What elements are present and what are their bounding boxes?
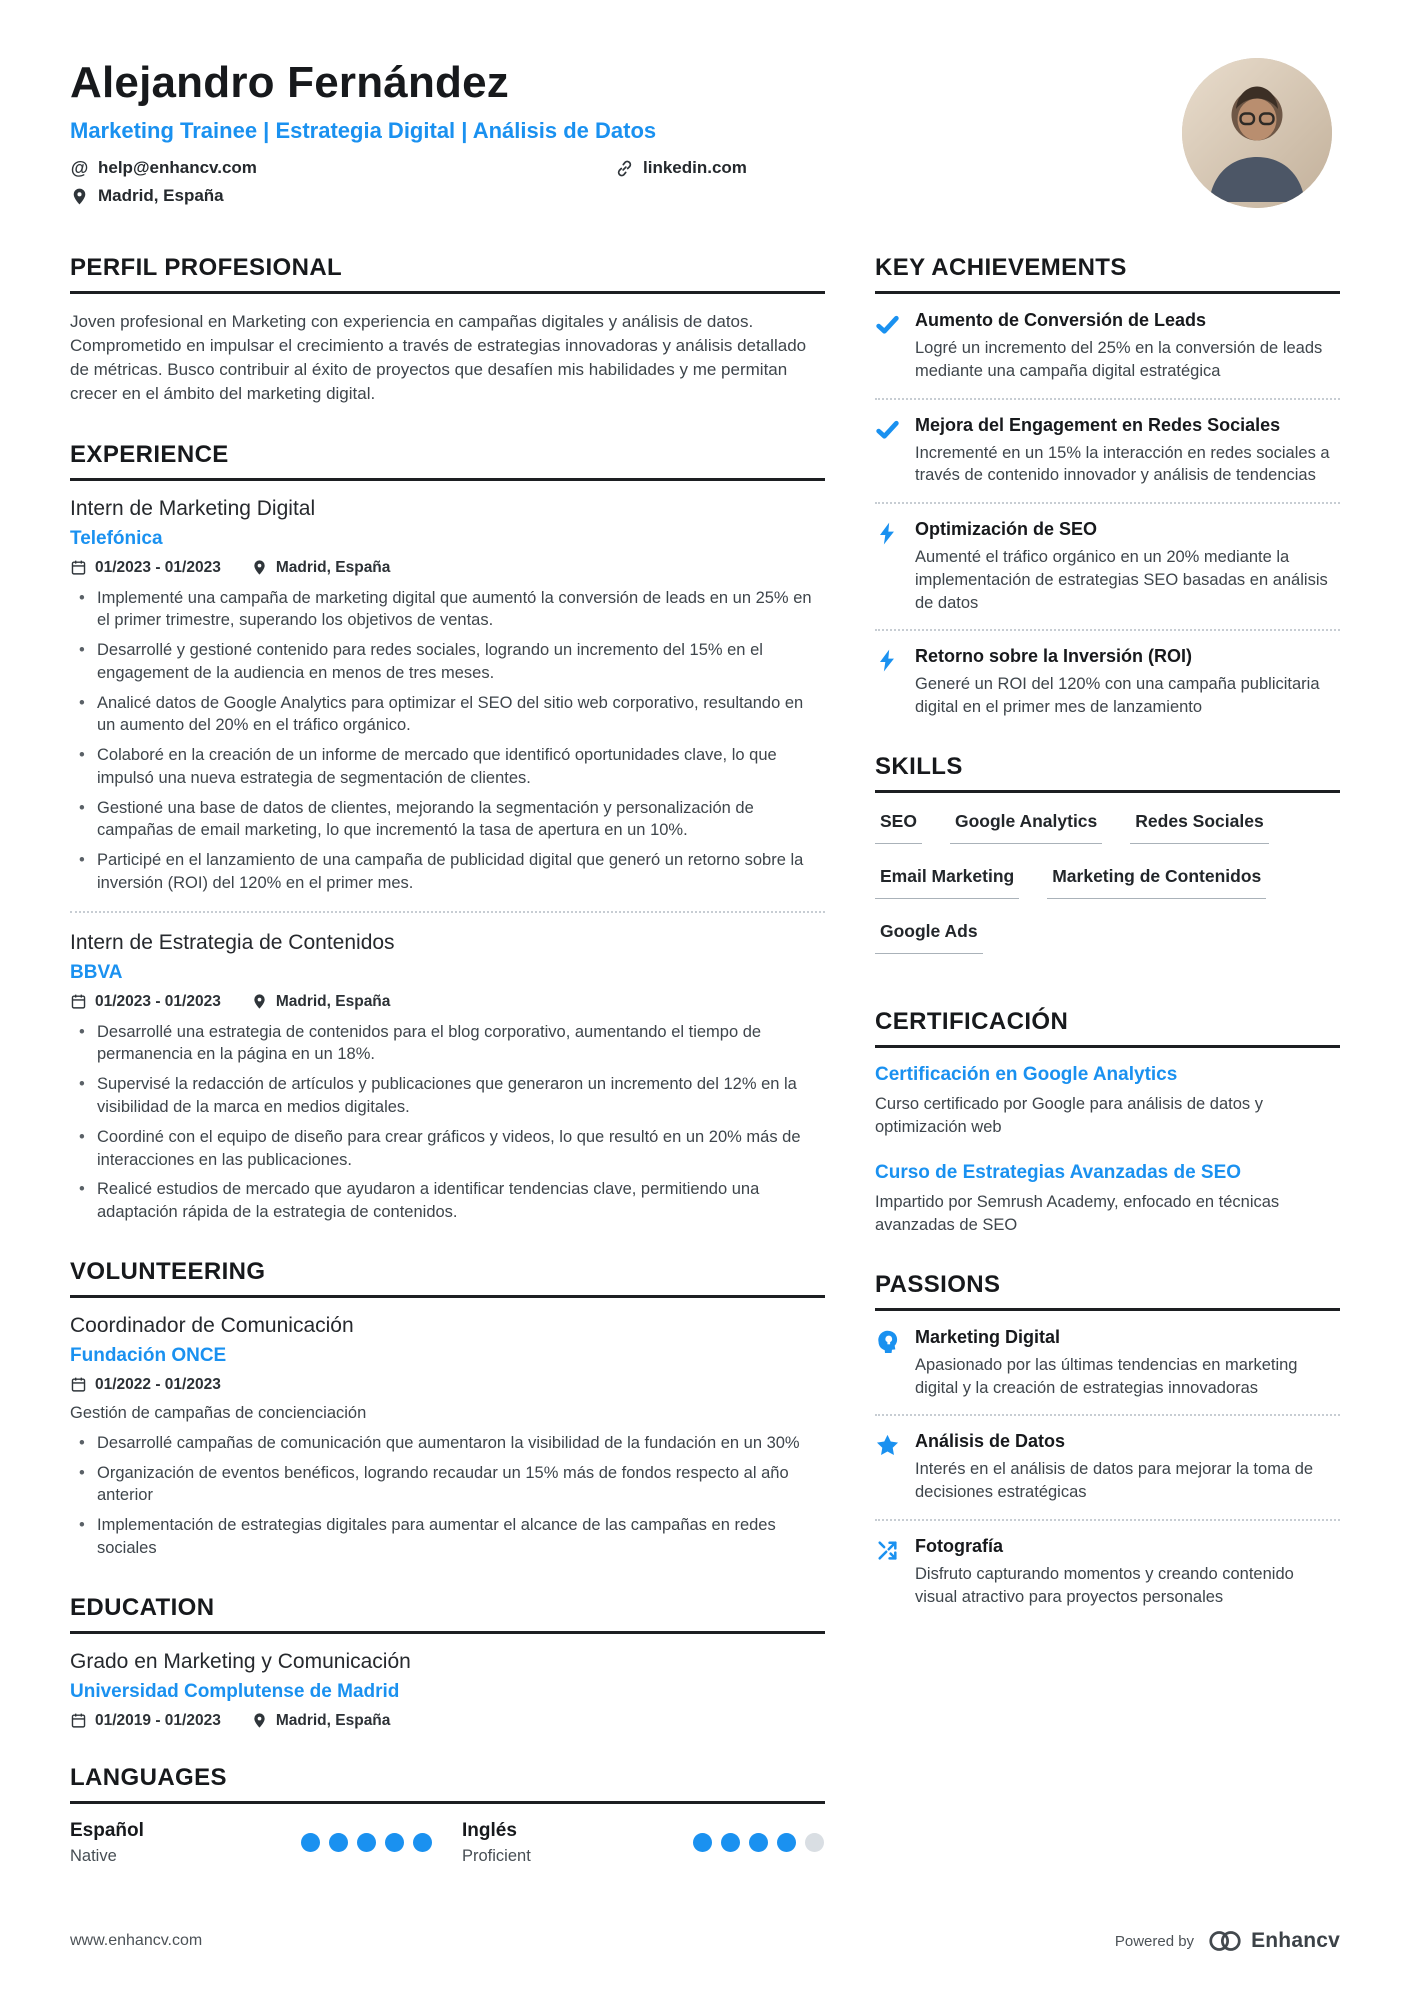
section-passions <box>875 1271 1340 1609</box>
level-dot-filled <box>777 1833 796 1852</box>
skill-tag: SEO <box>875 809 922 844</box>
pin-icon <box>251 559 268 576</box>
certification-title: Certificación en Google Analytics <box>875 1063 1178 1085</box>
language-list <box>70 1820 825 1866</box>
organization-name: Fundación ONCE <box>70 1344 227 1366</box>
passion-text: Disfruto capturando momentos y creando contenido visual atractivo para proyectos personales <box>915 1565 1294 1606</box>
achievement-body <box>915 415 1340 488</box>
lightning-icon <box>875 521 900 546</box>
bullet-item: • Colaboré en la creación de un informe de mercado que identificó oportunidades clave, lo que impulsó una nueva estrategia de segmentación de clientes. <box>70 744 825 790</box>
section-certification <box>875 1008 1340 1237</box>
language-name: Inglés <box>462 1819 517 1841</box>
passion-title: Análisis de Datos <box>915 1431 1066 1452</box>
lightning-icon <box>875 648 900 673</box>
achievement-body <box>915 519 1340 614</box>
passion-body <box>915 1327 1340 1400</box>
achievement-text: Generé un ROI del 120% con una campaña publicitaria digital en el primer mes de lanzamiento <box>915 675 1320 717</box>
check-icon <box>875 417 900 442</box>
linkedin-contact[interactable] <box>615 158 747 178</box>
enhancv-brand-name: Enhancv <box>1251 1929 1340 1952</box>
achievement-title: Aumento de Conversión de Leads <box>915 310 1207 330</box>
section-skills <box>875 753 1340 974</box>
bullet-item: • Coordiné con el equipo de diseño para crear gráficos y videos, lo que resultó en un 20% más de interacciones en las publicaciones. <box>70 1126 825 1172</box>
company-name: BBVA <box>70 961 123 983</box>
calendar-icon <box>70 559 87 576</box>
volunteer-subtitle: Gestión de campañas de concienciación <box>70 1403 367 1422</box>
person-headline: Marketing Trainee | Estrategia Digital | Análisis de Datos <box>70 118 657 143</box>
passion-title: Fotografía <box>915 1536 1003 1557</box>
certification-item <box>875 1064 1340 1139</box>
section-languages <box>70 1764 825 1866</box>
contact-info <box>70 158 747 206</box>
check-icon <box>875 312 900 337</box>
location-text: Madrid, España <box>98 186 224 205</box>
experience-heading: EXPERIENCE <box>70 441 825 481</box>
bullet-item: • Desarrollé y gestioné contenido para redes sociales, logrando un incremento del 15% en el engagement de la audiencia en menos de tres meses. <box>70 639 825 685</box>
bullet-item: • Implementé una campaña de marketing digital que aumentó la conversión de leads en un 25% en el primer trimestre, superando los objetivos de ventas. <box>70 587 825 633</box>
certification-description: Curso certificado por Google para análisis de datos y optimización web <box>875 1094 1263 1136</box>
achievement-item <box>875 415 1340 488</box>
level-dot-filled <box>721 1833 740 1852</box>
calendar-icon <box>70 1376 87 1393</box>
bullet-item: • Gestioné una base de datos de clientes, mejorando la segmentación y personalización de campañas de email marketing, lo que incrementó la tasa de apertura en un 10%. <box>70 797 825 843</box>
achievement-text: Incrementé en un 15% la interacción en redes sociales a través de contenido innovador y análisis de tendencias <box>915 443 1330 485</box>
section-education <box>70 1594 825 1730</box>
skill-tag: Email Marketing <box>875 864 1019 899</box>
language-info <box>70 1820 144 1866</box>
achievements-heading: KEY ACHIEVEMENTS <box>875 254 1340 294</box>
skill-tag: Google Ads <box>875 919 983 954</box>
section-achievements <box>875 254 1340 719</box>
language-level-dots <box>301 1833 432 1852</box>
email-text: help@enhancv.com <box>98 158 257 177</box>
achievement-item <box>875 519 1340 614</box>
job-location <box>251 993 391 1011</box>
powered-by <box>1115 1929 1340 1953</box>
level-dot-filled <box>749 1833 768 1852</box>
education-meta <box>70 1712 825 1730</box>
header-text <box>70 58 747 206</box>
bullet-item: • Realicé estudios de mercado que ayudaron a identificar tendencias clave, permitiendo una adaptación rápida de la estrategia de contenidos. <box>70 1178 825 1224</box>
bullet-item: • Participé en el lanzamiento de una campaña de publicidad digital que generó un retorno sobre la inversión (ROI) del 120% en el primer mes. <box>70 849 825 895</box>
volunteering-entry <box>70 1314 825 1560</box>
calendar-icon <box>70 1712 87 1729</box>
certification-description: Impartido por Semrush Academy, enfocado en técnicas avanzadas de SEO <box>875 1193 1280 1235</box>
profile-photo <box>1182 58 1332 208</box>
right-column <box>875 254 1340 1900</box>
job-role: Intern de Marketing Digital <box>70 496 316 520</box>
footer-site-link[interactable]: www.enhancv.com <box>70 1932 203 1949</box>
certification-heading: CERTIFICACIÓN <box>875 1008 1340 1048</box>
skill-tag: Google Analytics <box>950 809 1102 844</box>
pin-icon <box>70 187 89 206</box>
experience-entry <box>70 931 825 1224</box>
passion-body <box>915 1536 1340 1609</box>
achievement-item <box>875 646 1340 719</box>
linkedin-text: linkedin.com <box>643 158 747 177</box>
language-info <box>462 1820 531 1866</box>
level-dot-empty <box>805 1833 824 1852</box>
enhancv-brand[interactable] <box>1206 1929 1340 1953</box>
experience-entry <box>70 497 825 895</box>
passion-text: Apasionado por las últimas tendencias en marketing digital y la creación de estrategias innovadoras <box>915 1355 1298 1397</box>
languages-heading: LANGUAGES <box>70 1764 825 1804</box>
at-icon: @ <box>70 158 89 178</box>
profile-heading: PERFIL PROFESIONAL <box>70 254 825 294</box>
divider <box>875 502 1340 504</box>
language-level-label: Native <box>70 1846 117 1865</box>
location-contact <box>70 186 615 206</box>
bullet-item: • Organización de eventos benéficos, logrando recaudar un 15% más de fondos respecto al año anterior <box>70 1462 825 1508</box>
pin-icon <box>251 993 268 1010</box>
education-location-text: Madrid, España <box>275 1711 391 1729</box>
powered-by-label: Powered by <box>1114 1932 1195 1950</box>
divider <box>875 629 1340 631</box>
language-level-dots <box>693 1833 824 1852</box>
achievement-title: Mejora del Engagement en Redes Sociales <box>915 414 1281 435</box>
mind-icon <box>875 1329 900 1354</box>
footer <box>70 1929 1340 1953</box>
education-dates <box>70 1712 221 1730</box>
volunteer-dates <box>70 1376 221 1394</box>
achievement-text: Aumenté el tráfico orgánico en un 20% mediante la implementación de estrategias SEO basadas en análisis de datos <box>915 548 1328 612</box>
job-meta <box>70 559 825 577</box>
achievement-item <box>875 310 1340 383</box>
level-dot-filled <box>385 1833 404 1852</box>
school-name: Universidad Complutense de Madrid <box>70 1680 400 1702</box>
education-dates-text: 01/2019 - 01/2023 <box>95 1711 221 1729</box>
company-name: Telefónica <box>70 527 163 549</box>
link-icon <box>615 159 634 178</box>
passions-heading: PASSIONS <box>875 1271 1340 1311</box>
passion-body <box>915 1431 1340 1504</box>
education-heading: EDUCATION <box>70 1594 825 1634</box>
job-location-text: Madrid, España <box>275 992 391 1010</box>
divider <box>70 911 825 913</box>
level-dot-filled <box>329 1833 348 1852</box>
achievement-body <box>915 310 1340 383</box>
level-dot-filled <box>301 1833 320 1852</box>
job-bullet-list <box>70 1021 825 1224</box>
bullet-item: • Implementación de estrategias digitales para aumentar el alcance de las campañas en redes sociales <box>70 1514 825 1560</box>
achievement-body <box>915 646 1340 719</box>
job-role: Intern de Estrategia de Contenidos <box>70 930 395 954</box>
pin-icon <box>251 1712 268 1729</box>
job-dates-text: 01/2023 - 01/2023 <box>95 558 221 576</box>
language-name: Español <box>70 1819 144 1841</box>
education-location <box>251 1712 391 1730</box>
divider <box>875 398 1340 400</box>
job-dates-text: 01/2023 - 01/2023 <box>95 992 221 1010</box>
certification-title: Curso de Estrategias Avanzadas de SEO <box>875 1162 1242 1184</box>
email-contact[interactable] <box>70 158 615 178</box>
shuffle-arrows-icon <box>875 1538 900 1563</box>
left-column <box>70 254 825 1900</box>
job-dates <box>70 993 221 1011</box>
star-icon <box>875 1433 900 1458</box>
skill-tag: Marketing de Contenidos <box>1047 864 1266 899</box>
bullet-item: • Desarrollé una estrategia de contenidos para el blog corporativo, aumentando el tiempo de permanencia en la página en un 18%. <box>70 1021 825 1067</box>
job-meta <box>70 993 825 1011</box>
bullet-item: • Desarrollé campañas de comunicación que aumentaron la visibilidad de la fundación en un 30% <box>70 1432 825 1455</box>
level-dot-filled <box>693 1833 712 1852</box>
education-entry <box>70 1650 825 1730</box>
language-item <box>70 1820 432 1866</box>
passion-item <box>875 1536 1340 1609</box>
degree-name: Grado en Marketing y Comunicación <box>70 1649 411 1673</box>
calendar-icon <box>70 993 87 1010</box>
job-location-text: Madrid, España <box>275 558 391 576</box>
skills-list <box>875 809 1340 974</box>
section-experience <box>70 441 825 1224</box>
profile-summary: Joven profesional en Marketing con experiencia en campañas digitales y análisis de datos. Comprometido en impulsar el crecimiento a través de estrategias innovadoras y análisis detallado de métricas. Busco contribuir al éxito de proyectos que desafíen mis habilidades y me permitan crecer en el ámbito del marketing digital. <box>70 312 807 404</box>
volunteer-meta <box>70 1376 825 1394</box>
divider <box>875 1519 1340 1521</box>
job-dates <box>70 559 221 577</box>
volunteer-bullet-list <box>70 1432 825 1560</box>
level-dot-filled <box>413 1833 432 1852</box>
skill-tag: Redes Sociales <box>1130 809 1268 844</box>
divider <box>875 1414 1340 1416</box>
section-profile <box>70 254 825 407</box>
volunteering-heading: VOLUNTEERING <box>70 1258 825 1298</box>
enhancv-logo-icon <box>1206 1929 1244 1953</box>
achievement-title: Optimización de SEO <box>915 519 1098 540</box>
passion-text: Interés en el análisis de datos para mejorar la toma de decisiones estratégicas <box>915 1460 1314 1502</box>
content-columns <box>70 254 1340 1900</box>
job-bullet-list <box>70 587 825 895</box>
bullet-item: • Analicé datos de Google Analytics para optimizar el SEO del sitio web corporativo, resultando en un aumento del 20% en el tráfico orgánico. <box>70 692 825 738</box>
person-name: Alejandro Fernández <box>70 58 509 107</box>
certification-item <box>875 1162 1340 1237</box>
passion-item <box>875 1327 1340 1400</box>
header <box>70 58 1340 208</box>
volunteer-dates-text: 01/2022 - 01/2023 <box>95 1375 221 1393</box>
passion-item <box>875 1431 1340 1504</box>
achievement-text: Logré un incremento del 25% en la conversión de leads mediante una campaña digital estratégica <box>915 339 1323 380</box>
skills-heading: SKILLS <box>875 753 1340 793</box>
volunteer-role: Coordinador de Comunicación <box>70 1313 354 1337</box>
bullet-item: • Supervisé la redacción de artículos y publicaciones que generaron un incremento del 12% en la visibilidad de la marca en medios digitales. <box>70 1073 825 1119</box>
job-location <box>251 559 391 577</box>
level-dot-filled <box>357 1833 376 1852</box>
language-item <box>462 1820 824 1866</box>
section-volunteering <box>70 1258 825 1560</box>
passion-title: Marketing Digital <box>915 1326 1061 1347</box>
language-level-label: Proficient <box>462 1846 531 1865</box>
achievement-title: Retorno sobre la Inversión (ROI) <box>915 646 1193 667</box>
